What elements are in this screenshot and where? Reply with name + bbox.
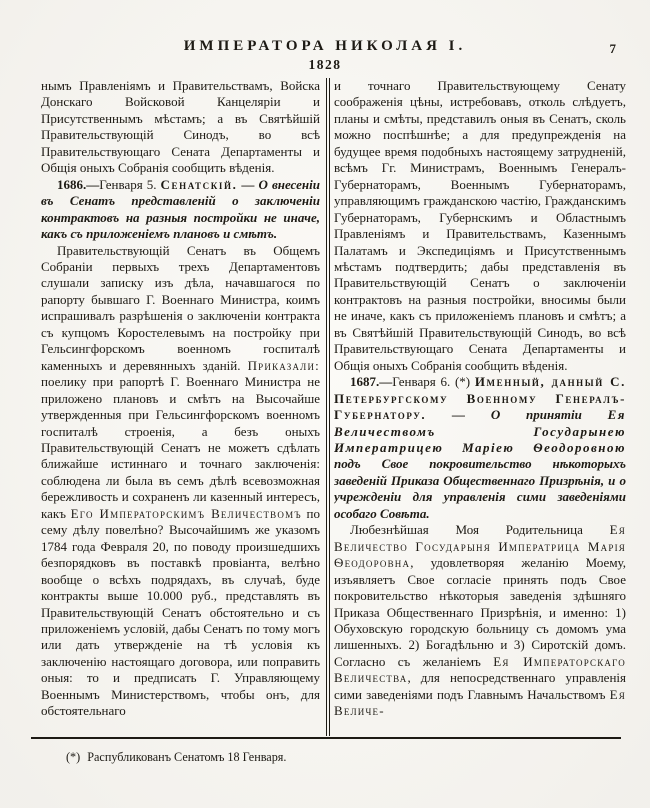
text-segment: Генваря 6. (*) <box>392 374 475 390</box>
text-segment: Его Императорскимъ Величествомъ <box>70 505 302 521</box>
year-heading: 1828 <box>308 57 342 72</box>
page-number: 7 <box>609 41 616 56</box>
text-segment: , удовлетворяя желанію Моему, изъявляетъ Свое согласіе принять подъ Свое покровительство нѣкоторыя заведенія здѣшняго Приказа Общественнаго Призрѣнія, и именно: 1) Обуховскую городскую больницу съ домомъ ума лишенныхъ. 2) Богадѣльню и 3) Сиротскій домъ. Согласно съ желаніемъ <box>334 555 626 669</box>
text-segment: Правительствующій Сенатъ въ Общемъ Собраніи первыхъ трехъ Департаментовъ слушали записку изъ дѣла, начавшагося по рапорту бывшаго Г. Военнаго Министра, коимъ испрашивалъ разрѣшенія о заключеніи контракта съ купцомъ Коростелевымъ на постройку при Гельсингфорскомъ военномъ госпиталѣ каменныхъ и деревянныхъ зданій. <box>41 242 320 373</box>
text-segment: нымъ Правленіямъ и Правительствамъ, Войска Донскаго Войсковой Канцеляріи и Присутственнымъ мѣстамъ; а въ Святѣйшій Правительствующій Синодъ, во всѣ Правительствующаго Сената Департаменты и Общія оныхъ Собранія сообщить вѣденія. <box>41 78 320 176</box>
text-segment: поелику при рапортѣ Г. Военнаго Министра не приложено плановъ и смѣтъ на Высочайше утвержденныя при Гельсингфорскомъ военномъ госпиталѣ строенія, а безъ оныхъ Правительствующій Сенатъ не можетъ сдѣлать ближайше истиннаго и точнаго заключенія: соблюдена ли была въ семъ дѣлѣ всевозможная бережливость и сохраненъ ли казенный интересъ, какъ <box>41 374 320 521</box>
text-segment: Ея Величество Государыня Императрица Марія Ѳеодоровна <box>334 522 626 571</box>
column-divider-rule <box>326 78 330 736</box>
footnote <box>66 750 286 765</box>
text-segment: 1687.— <box>350 374 393 390</box>
text-segment: , для непосредственнаго управленія сими заведеніями подъ Главнымъ Начальствомъ <box>334 670 626 702</box>
text-segment: Сенатскій. <box>160 176 238 192</box>
footnote-text: Распубликованъ Сенатомъ 18 Генваря. <box>87 750 287 764</box>
text-segment: и точнаго Правительствующему Сенату соображенія цѣны, истребовавъ, отколь слѣдуетъ, планы и смѣты, представилъ оныя въ Сенатъ, сколь можно поспѣшнѣе; а для предупрежденія на будущее время подобныхъ настоящему затрудненій, всѣмъ Гг. Министрамъ, Военнымъ Генералъ-Губернаторамъ, Военнымъ Губернаторамъ, управляющимъ гражданскою частію, Гражданскимъ Губернаторамъ, Губернскимъ и Областнымъ Правленіямъ и Правительствамъ, Казеннымъ Палатамъ и Экспедиціямъ и Присутственнымъ мѣстамъ подтвердить; дабы представленія въ Правительствующій Сенатъ о заключеніи контрактовъ на разныя постройки, вносимы были не иначе, какъ съ приложеніемъ плановъ и смѣтъ; а въ Святѣйшій Правительствующій Синодъ, во всѣ Правительствующаго Сената Департаменты и Общія оныхъ Собранія сообщить вѣденія. <box>334 78 626 373</box>
page-title: ИМПЕРАТОРА НИКОЛАЯ I. <box>183 38 467 54</box>
left-column <box>41 78 320 736</box>
paragraph <box>334 374 626 522</box>
text-segment: — О принятіи <box>426 407 608 423</box>
text-segment: Приказали: <box>247 357 320 373</box>
text-segment: Ея Императорскаго Величества <box>334 653 626 686</box>
paragraph <box>41 243 320 720</box>
right-column <box>334 78 626 736</box>
paragraph <box>334 78 626 374</box>
two-column-text-area <box>41 78 626 736</box>
footnote-rule <box>31 737 621 739</box>
text-segment: подъ Свое покровительство нѣкоторыхъ заведеній Приказа Общественнаго Призрѣнія, и о учрежденіи для управленія сими заведеніями особаго Совѣта. <box>334 456 626 521</box>
paragraph <box>41 78 320 177</box>
text-segment: Ея Величествомъ Государынею Императрицею Маріею Ѳеодоровною <box>334 407 626 455</box>
text-segment: по сему дѣлу повелѣно? Высочайшимъ же указомъ 1784 года Февраля 20, по поводу произшедшихъ безпорядковъ въ поставкѣ провіанта, велѣно вообще о всѣхъ подрядахъ, въ случаѣ, буде контракты выше 10.000 руб., представлять въ Правительствующій Сенатъ обстоятельно и съ приложеніемъ условій, дабы Сенатъ по тому могъ или дать утвержденіе на тѣ условія къ заключенію настоящаго договора, или поправить оныя: то и предписать Г. Управляющему Военнымъ Министерствомъ, чтобы онъ, для обстоятельнаго <box>41 505 320 719</box>
text-segment: Именный, данный С. Петербургскому Военному Генералъ-Губернатору. <box>334 374 626 423</box>
text-segment: — О внесеніи въ Сенатъ представленій о заключеніи контрактовъ на разныя постройки не иначе, какъ съ приложеніемъ плановъ и смѣтъ. <box>41 176 320 242</box>
paragraph <box>41 177 320 243</box>
text-segment: 1686.— <box>57 176 100 192</box>
footnote-marker: (*) <box>66 750 81 764</box>
text-segment: Ея Величе- <box>334 686 626 719</box>
paragraph <box>334 522 626 719</box>
text-segment: Любезнѣйшая Моя Родительница <box>350 522 610 538</box>
text-segment: Генваря 5. <box>99 176 161 192</box>
